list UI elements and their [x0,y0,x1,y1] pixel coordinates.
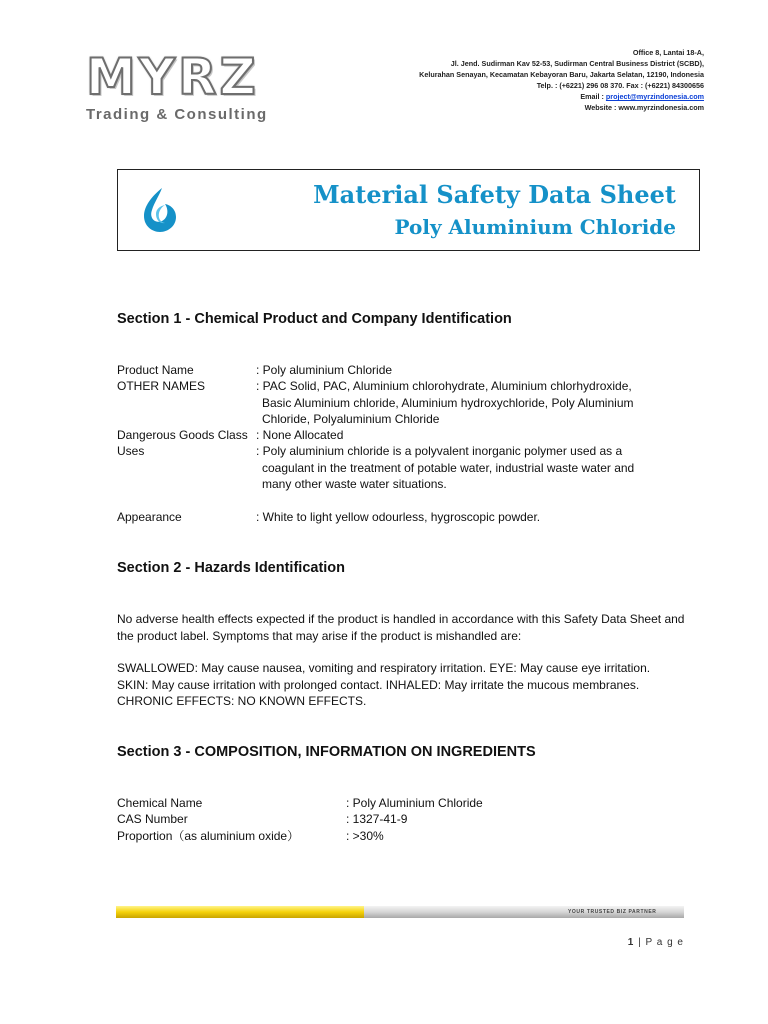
page-separator: | [634,937,646,948]
field-label: OTHER NAMES [117,379,206,393]
hazard-line: CHRONIC EFFECTS: NO KNOWN EFFECTS. [117,694,367,708]
hazard-line: SWALLOWED: May cause nausea, vomiting and respiratory irritation. EYE: May cause eye irritation. [117,661,651,675]
field-label: Uses [117,444,145,458]
address-line: Jl. Jend. Sudirman Kav 52-53, Sudirman Central Business District (SCBD), [450,59,704,68]
field-value-cont: many other waste water situations. [262,477,447,491]
water-drop-icon [138,186,182,234]
field-value: : Poly Aluminium Chloride [346,796,483,810]
field-value: : Poly aluminium Chloride [256,363,393,377]
field-value: : None Allocated [256,428,344,442]
document-title: Material Safety Data Sheet [313,180,676,209]
page-number-value: 1 [627,937,635,948]
company-address [419,47,704,113]
field-label: Dangerous Goods Class [117,428,248,442]
field-label: Proportion（as aluminium oxide） [117,829,300,843]
field-value: : PAC Solid, PAC, Aluminium chlorohydrate, Aluminium chlorhydroxide, [256,379,632,393]
field-value-cont: coagulant in the treatment of potable water, industrial waste water and [262,461,635,475]
field-label: Chemical Name [117,796,203,810]
footer-slogan: YOUR TRUSTED BIZ PARTNER [568,909,657,915]
field-value: : White to light yellow odourless, hygroscopic powder. [256,510,541,524]
website-line: Website : www.myrzindonesia.com [584,103,704,112]
field-value-cont: Basic Aluminium chloride, Aluminium hydroxychloride, Poly Aluminium [262,396,634,410]
hazard-line: SKIN: May cause irritation with prolonged contact. INHALED: May irritate the mucous membranes. [117,678,640,692]
page-word: P a g e [645,937,684,948]
field-value: : 1327-41-9 [346,812,408,826]
address-line: Kelurahan Senayan, Kecamatan Kebayoran Baru, Jakarta Selatan, 12190, Indonesia [419,70,704,79]
email-line [419,91,704,102]
email-label: Email : [580,92,606,101]
section3-heading: Section 3 - COMPOSITION, INFORMATION ON INGREDIENTS [117,744,536,760]
section2-heading: Section 2 - Hazards Identification [117,560,346,576]
document-subtitle: Poly Aluminium Chloride [394,215,676,239]
field-value: : Poly aluminium chloride is a polyvalent inorganic polymer used as a [256,444,623,458]
company-logo: MYRZ [86,48,259,106]
company-tagline: Trading & Consulting [86,106,268,123]
page-number [628,937,684,948]
address-line: Telp. : (+6221) 296 08 370. Fax : (+6221) 84300656 [536,81,704,90]
field-label: Product Name [117,363,194,377]
address-line: Office 8, Lantai 18-A, [632,48,704,57]
field-value-cont: Chloride, Polyaluminium Chloride [262,412,440,426]
field-label: Appearance [117,510,182,524]
email-link[interactable]: project@myrzindonesia.com [605,92,704,101]
section1-heading: Section 1 - Chemical Product and Company Identification [117,311,512,327]
field-label: CAS Number [117,812,188,826]
field-value: : >30% [346,829,384,843]
hazard-paragraph: No adverse health effects expected if the product is handled in accordance with this Safety Data Sheet and the product label. Symptoms that may arise if the product is mishandled are: [117,612,685,643]
